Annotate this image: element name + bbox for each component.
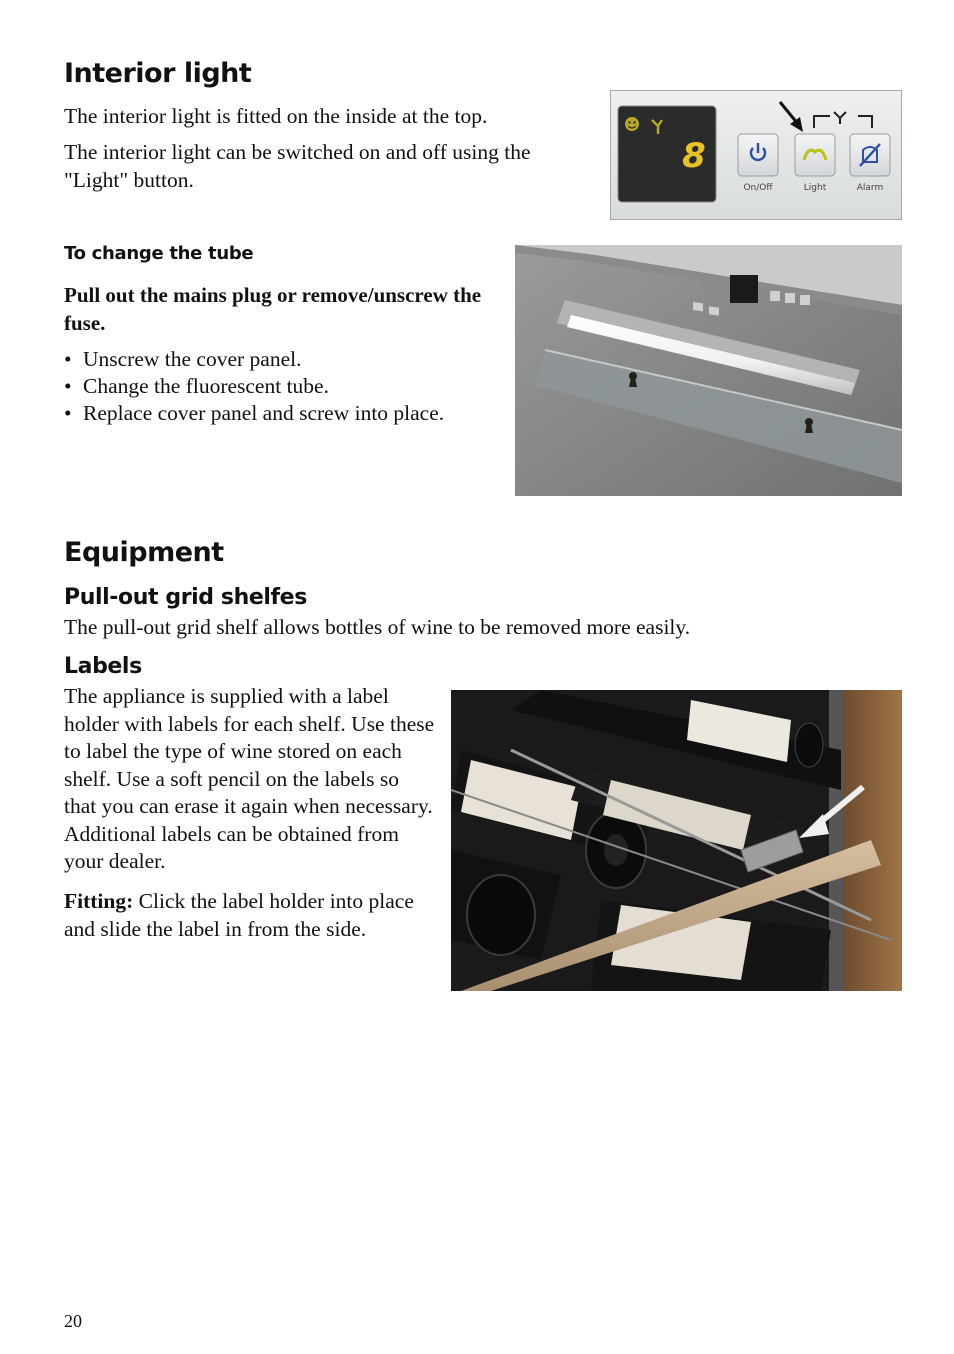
equipment-heading: Equipment bbox=[64, 537, 224, 568]
fitting-label: Fitting: bbox=[64, 889, 134, 913]
page-number: 20 bbox=[64, 1311, 82, 1331]
change-tube-intro: Pull out the mains plug or remove/unscrew the fuse. bbox=[64, 283, 482, 335]
svg-text:8: 8 bbox=[682, 136, 706, 176]
interior-light-heading: Interior light bbox=[64, 58, 252, 89]
change-tube-steps bbox=[64, 346, 514, 427]
interior-light-para-1: The interior light is fitted on the inside at the top. bbox=[64, 104, 488, 128]
interior-light-para-2: The interior light can be switched on and off using the "Light" button. bbox=[64, 140, 531, 192]
shelves-text: The pull-out grid shelf allows bottles of wine to be removed more easily. bbox=[64, 615, 691, 639]
display-digit bbox=[682, 136, 706, 176]
on-off-label: On/Off bbox=[743, 183, 773, 193]
alarm-label: Alarm bbox=[856, 183, 884, 193]
shelves-heading: Pull-out grid shelfes bbox=[64, 585, 307, 610]
on-off-button[interactable] bbox=[738, 134, 778, 193]
labels-text: The appliance is supplied with a label holder with labels for each shelf. Use these to label the type of wine stored on each shelf. Use a soft pencil on the labels so that you can erase it again when necessary. Additional labels can be obtained from your dealer. bbox=[64, 684, 435, 873]
step-item: • Unscrew the cover panel. bbox=[64, 346, 514, 373]
tube-photo bbox=[515, 245, 902, 496]
step-item: • Replace cover panel and screw into place. bbox=[64, 400, 514, 427]
fitting-paragraph bbox=[64, 888, 436, 943]
change-tube-heading: To change the tube bbox=[64, 243, 254, 264]
control-panel-photo bbox=[610, 90, 902, 220]
wine-shelf-photo bbox=[451, 690, 902, 991]
light-label: Light bbox=[803, 183, 827, 193]
fitting-text: Click the label holder into place and slide the label in from the side. bbox=[64, 889, 414, 941]
labels-heading: Labels bbox=[64, 654, 142, 679]
step-item: • Change the fluorescent tube. bbox=[64, 373, 514, 400]
